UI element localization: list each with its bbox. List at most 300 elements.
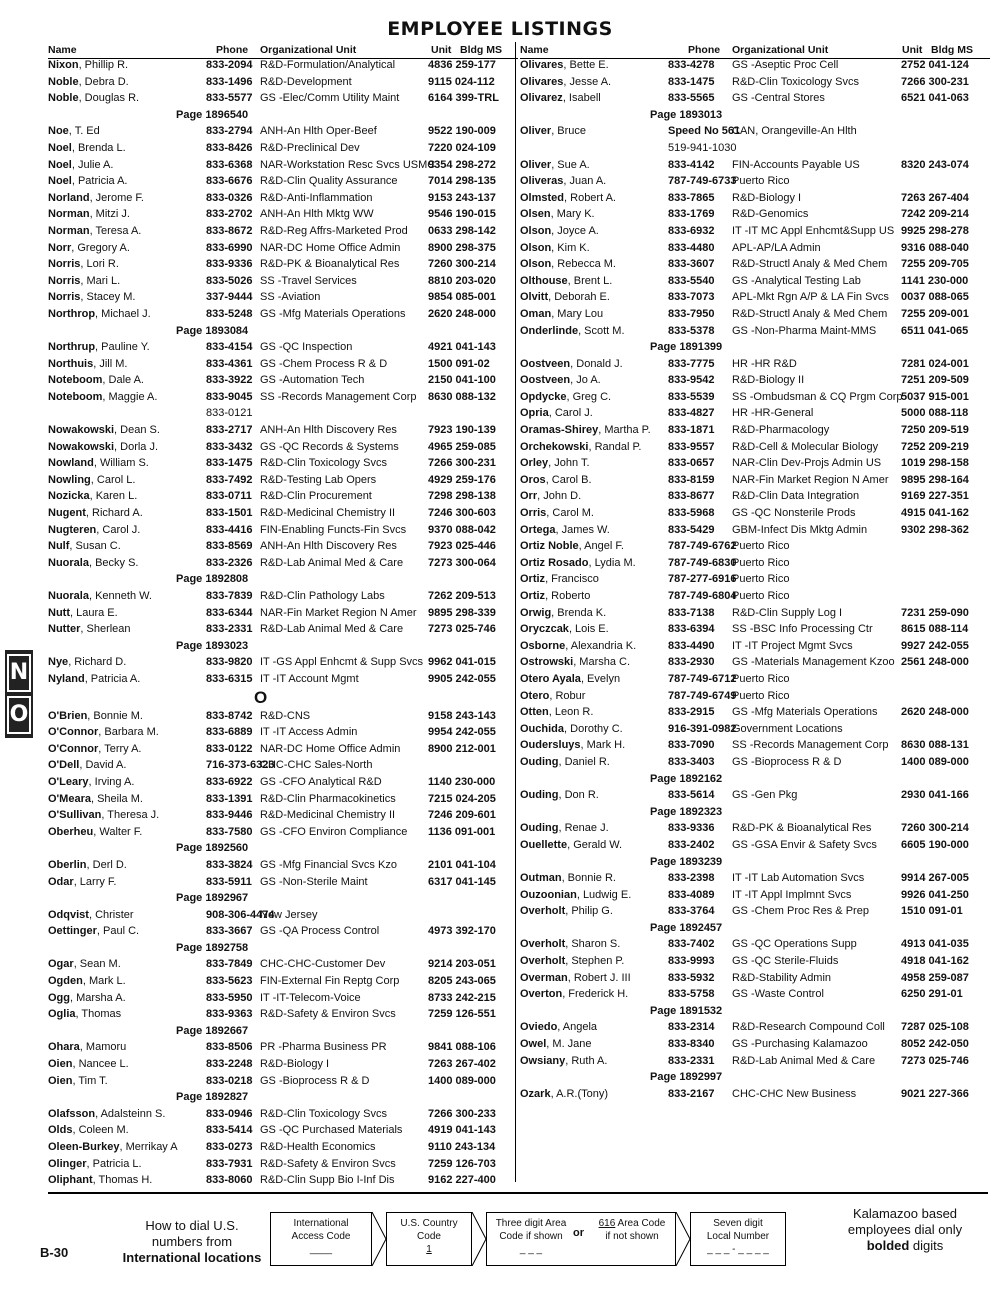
unit-bldg: 7263 267-404: [901, 191, 969, 204]
last-name: Ortiz Noble: [520, 540, 579, 553]
employee-row: [48, 743, 518, 760]
org-unit: GS -QC Inspection: [260, 341, 353, 354]
org-unit: FIN-Accounts Payable US: [732, 158, 860, 171]
phone-number: 833-5623: [206, 975, 253, 988]
phone-number: 833-0218: [206, 1074, 253, 1087]
last-name: Overman: [520, 971, 568, 984]
employee-name: [520, 557, 636, 569]
employee-name: [520, 225, 599, 237]
last-name: Odar: [48, 875, 74, 888]
employee-name: [48, 1008, 121, 1020]
last-name: Oleen-Burkey: [48, 1141, 120, 1153]
employee-row: [520, 623, 990, 640]
last-name: Orwig: [520, 606, 552, 619]
employee-row: [48, 374, 518, 391]
unit-bldg: 6250 291-01: [901, 988, 963, 1001]
first-name: , Susan C.: [69, 540, 121, 553]
employee-name: [520, 872, 616, 884]
first-name: , Becky S.: [88, 556, 139, 569]
last-name: Nowakowski: [48, 424, 115, 437]
employee-row: [520, 507, 990, 524]
unit-bldg: 7262 209-513: [428, 590, 496, 602]
org-unit: GS -Materials Management Kzoo: [732, 656, 895, 669]
employee-row: [520, 607, 990, 624]
employee-row: [520, 938, 990, 955]
unit-bldg: 0037 088-065: [901, 291, 969, 304]
phone-number: 833-2702: [206, 208, 253, 221]
unit-bldg: 7252 209-219: [901, 440, 969, 453]
last-name: Nulf: [48, 540, 70, 553]
employee-row: [48, 557, 518, 574]
note-line: digits: [909, 1238, 944, 1253]
unit-bldg: 1400 089-000: [428, 1074, 496, 1087]
box-label: Access Code: [291, 1231, 351, 1242]
org-unit: GBM-Infect Dis Mktg Admin: [732, 523, 868, 536]
last-name: Nowakowski: [48, 440, 115, 453]
page-ref-row: [520, 922, 990, 939]
page-ref: Page 1891532: [650, 1004, 723, 1017]
page-ref-row: [48, 573, 518, 590]
last-name: Owsiany: [520, 1054, 566, 1067]
employee-row: [520, 192, 990, 209]
unit-bldg: 9214 203-051: [428, 958, 496, 971]
phone-number: 833-8569: [206, 540, 253, 553]
first-name: , Lois E.: [568, 623, 609, 636]
employee-name: [48, 1041, 126, 1053]
phone-number: 787-277-6916: [668, 573, 737, 586]
phone-number: 916-391-0982: [668, 722, 737, 735]
first-name: , Debra D.: [78, 75, 129, 88]
page-ref-row: [520, 856, 990, 873]
employee-row: [520, 739, 990, 756]
unit-bldg: 4918 041-162: [901, 955, 969, 968]
unit-bldg: 7014 298-135: [428, 175, 496, 188]
first-name: , Coleen M.: [72, 1124, 129, 1137]
phone-number: 833-1475: [668, 75, 715, 88]
first-name: , Marsha C.: [573, 656, 631, 669]
last-name: Nuorala: [48, 590, 89, 602]
first-name: , Jerome F.: [89, 191, 144, 204]
first-name: , Gregory A.: [71, 241, 130, 254]
org-unit: GS -Waste Control: [732, 988, 824, 1001]
phone-number: 833-5911: [206, 875, 252, 888]
org-unit: SS -BSC Info Processing Ctr: [732, 623, 873, 636]
unit-bldg: 9962 041-015: [428, 656, 496, 669]
org-unit: R&D-Medicinal Chemistry II: [260, 809, 396, 822]
employee-name: [48, 242, 130, 254]
box-label: International: [293, 1218, 349, 1229]
org-unit: FIN-External Fin Reptg Corp: [260, 975, 400, 988]
employee-row: [520, 839, 990, 856]
page-ref: Page 1892323: [650, 805, 723, 818]
unit-bldg: 9905 242-055: [428, 672, 496, 685]
employee-name: [48, 743, 141, 755]
phone-number: 833-2248: [206, 1058, 253, 1071]
country-code-box: [386, 1212, 472, 1266]
employee-row: [520, 590, 990, 607]
unit-bldg: 7255 209-001: [901, 307, 969, 320]
unit-bldg: 9115 024-112: [428, 75, 495, 88]
phone-number: 833-8742: [206, 709, 253, 722]
first-name: , Jesse A.: [563, 75, 612, 88]
last-name: Oliver: [520, 158, 552, 171]
first-name: , M. Jane: [546, 1038, 592, 1051]
employee-name: [520, 358, 623, 370]
first-name: , Scott M.: [578, 324, 625, 337]
employee-row: [48, 258, 518, 275]
employee-name: [520, 1038, 592, 1050]
employee-name: [520, 125, 586, 137]
page-ref-row: [520, 773, 990, 790]
phone-number: 833-6344: [206, 606, 253, 619]
phone-number: 833-4361: [206, 357, 253, 370]
section-tab[interactable]: [5, 650, 33, 738]
first-name: , Derl D.: [86, 858, 127, 871]
employee-name: [520, 656, 630, 668]
employee-name: [48, 1158, 142, 1170]
employee-name: [520, 573, 599, 585]
unit-bldg: 4913 041-035: [901, 938, 969, 951]
employee-row: [48, 76, 518, 93]
header-name: Name: [520, 44, 549, 56]
org-unit: IT -IT MC Appl Enhcmt&Supp US: [732, 224, 895, 237]
unit-bldg: 2561 248-000: [901, 656, 969, 669]
first-name: , Mary Lou: [551, 307, 604, 320]
first-name: , Jill M.: [93, 357, 128, 370]
howto-line: numbers from: [151, 1234, 233, 1249]
employee-name: [520, 490, 581, 502]
employee-row: [48, 975, 518, 992]
phone-number: 833-1475: [206, 457, 253, 470]
last-name: Oien: [48, 1058, 73, 1071]
org-unit: ANH-An Hlth Oper-Beef: [260, 125, 377, 138]
continuation-row: [48, 407, 518, 424]
phone-number: 833-5378: [668, 324, 715, 337]
employee-row: [48, 507, 518, 524]
unit-bldg: 6521 041-063: [901, 92, 969, 105]
org-unit: R&D-Clin Procurement: [260, 490, 372, 503]
last-name: Overholt: [520, 905, 566, 918]
phone-number: 833-2331: [206, 623, 253, 636]
first-name: , Irving A.: [88, 775, 135, 788]
employee-row: [48, 275, 518, 292]
last-name: Oettinger: [48, 925, 97, 938]
org-unit: GS -QC Purchased Materials: [260, 1124, 403, 1137]
first-name: , Brent L.: [567, 274, 613, 287]
org-unit: GS -Automation Tech: [260, 374, 365, 387]
last-name: Ogden: [48, 975, 83, 988]
employee-row: [48, 925, 518, 942]
unit-bldg: 6511 041-065: [901, 324, 969, 337]
unit-bldg: 1510 091-01: [901, 905, 963, 918]
employee-row: [48, 1158, 518, 1175]
employee-name: [520, 540, 624, 552]
page-ref: Page 1892457: [650, 921, 723, 934]
employee-name: [520, 242, 590, 254]
phone-number: 787-749-6804: [668, 590, 737, 602]
first-name: , Adalsteinn S.: [95, 1107, 166, 1120]
phone-number: 833-2314: [668, 1021, 715, 1034]
unit-bldg: 7215 024-205: [428, 792, 496, 805]
employee-name: [48, 424, 160, 436]
org-unit: GS -QC Operations Supp: [732, 938, 857, 951]
first-name: , Martha P.: [598, 424, 651, 437]
first-name: , Mark L.: [82, 975, 126, 988]
last-name: Ogar: [48, 958, 74, 971]
phone-number: 519-941-1030: [668, 141, 737, 154]
box-blank: _ _ _: [519, 1244, 543, 1255]
org-unit: Puerto Rico: [732, 689, 790, 702]
employee-row: [520, 275, 990, 292]
org-unit: GS -Analytical Testing Lab: [732, 274, 861, 287]
first-name: , Carol B.: [545, 473, 592, 486]
employee-row: [48, 474, 518, 491]
listing-rows-right: [520, 59, 990, 1104]
employee-name: [520, 391, 611, 403]
last-name: Noble: [48, 92, 79, 105]
employee-name: [520, 1055, 607, 1067]
last-name: Orchekowski: [520, 440, 589, 453]
first-name: , Phillip R.: [78, 59, 129, 71]
first-name: , Ruth A.: [565, 1054, 608, 1067]
employee-row: [520, 258, 990, 275]
last-name: Ortiz Rosado: [520, 556, 589, 569]
first-name: , Alexandria K.: [565, 639, 637, 652]
employee-row: [520, 457, 990, 474]
org-unit: R&D-Clin Toxicology Svcs: [260, 457, 387, 470]
last-name: Northrup: [48, 341, 96, 354]
org-unit: R&D-Clin Toxicology Svcs: [260, 1107, 387, 1120]
last-name: Olvitt: [520, 291, 549, 304]
employee-name: [48, 341, 150, 353]
employee-name: [48, 291, 135, 303]
unit-bldg: 1136 091-001: [428, 825, 496, 838]
first-name: , Jo A.: [570, 374, 601, 387]
employee-row: [48, 826, 518, 843]
first-name: , Dorothy C.: [564, 722, 623, 735]
employee-row: [48, 909, 518, 926]
first-name: , Patricia A.: [84, 672, 141, 685]
employee-name: [520, 623, 609, 635]
dialing-instructions: [112, 1218, 272, 1266]
phone-number: 833-2326: [206, 556, 253, 569]
employee-row: [48, 291, 518, 308]
phone-number: 833-9993: [668, 955, 715, 968]
org-unit: R&D-Clin Toxicology Svcs: [732, 75, 859, 88]
last-name: Olds: [48, 1124, 73, 1137]
first-name: , Brenda L.: [71, 141, 126, 154]
employee-name: [48, 859, 127, 871]
employee-name: [48, 275, 120, 287]
employee-name: [48, 441, 158, 453]
last-name: Nutter: [48, 623, 81, 636]
first-name: , Thomas: [75, 1008, 122, 1021]
employee-row: [48, 358, 518, 375]
unit-bldg: 9954 242-055: [428, 726, 496, 739]
page-ref: Page 1893013: [650, 108, 723, 121]
org-unit: FIN-Enabling Functs-Fin Svcs: [260, 523, 407, 536]
last-name: Oryczcak: [520, 623, 569, 636]
page-ref-row: [520, 1005, 990, 1022]
unit-bldg: 7259 126-703: [428, 1157, 496, 1170]
phone-number: 833-4142: [668, 158, 715, 171]
phone-number: 833-6932: [668, 224, 715, 237]
employee-name: [48, 258, 119, 270]
employee-row: [520, 125, 990, 142]
column-header: [520, 42, 990, 59]
employee-name: [48, 793, 143, 805]
unit-bldg: 7246 300-603: [428, 507, 496, 520]
org-unit: R&D-Development: [260, 75, 352, 88]
first-name: , Greg C.: [566, 390, 612, 403]
employee-row: [520, 407, 990, 424]
employee-name: [48, 876, 116, 888]
first-name: , Richard D.: [68, 656, 127, 669]
phone-number: 833-5540: [668, 274, 715, 287]
unit-bldg: 9927 242-055: [901, 639, 969, 652]
first-name: , Dale A.: [102, 374, 144, 387]
employee-name: [520, 706, 593, 718]
org-unit: GS -Non-Pharma Maint-MMS: [732, 324, 877, 337]
unit-bldg: 7259 126-551: [428, 1008, 496, 1021]
phone-number: 833-9820: [206, 656, 253, 669]
employee-name: [520, 673, 620, 685]
first-name: , James W.: [555, 523, 610, 536]
employee-name: [48, 809, 159, 821]
org-unit: HR -HR-General: [732, 407, 814, 420]
phone-number: 833-3922: [206, 374, 253, 387]
last-name: Noe: [48, 125, 69, 138]
employee-name: [520, 441, 642, 453]
employee-row: [520, 1038, 990, 1055]
box-label: Seven digit: [713, 1218, 763, 1229]
last-name: Norland: [48, 191, 90, 204]
phone-number: 833-2794: [206, 125, 253, 138]
howto-line: International locations: [122, 1250, 262, 1265]
org-unit: NAR-Fin Market Region N Amer: [732, 473, 889, 486]
phone-number: 833-5577: [206, 92, 253, 105]
unit-bldg: 9158 243-143: [428, 709, 496, 722]
employee-name: [48, 540, 121, 552]
last-name: Onderlinde: [520, 324, 579, 337]
employee-row: [520, 1055, 990, 1072]
org-unit: R&D-Safety & Environ Svcs: [260, 1157, 396, 1170]
org-unit: APL-AP/LA Admin: [732, 241, 821, 254]
first-name: , Mary K.: [550, 208, 595, 221]
employee-name: [48, 358, 127, 370]
page-ref-row: [48, 1025, 518, 1042]
employee-row: [520, 242, 990, 259]
employee-row: [520, 640, 990, 657]
org-unit: GS -QC Records & Systems: [260, 440, 399, 453]
arrow-icon: [372, 1212, 386, 1266]
first-name: , Frederick H.: [562, 988, 629, 1001]
org-unit: ANH-An Hlth Discovery Res: [260, 424, 397, 437]
unit-bldg: 7263 267-402: [428, 1058, 496, 1071]
org-unit: ANH-An Hlth Discovery Res: [260, 540, 397, 553]
employee-row: [520, 557, 990, 574]
phone-number: 833-0946: [206, 1107, 253, 1120]
last-name: Orley: [520, 457, 549, 470]
employee-row: [48, 490, 518, 507]
phone-number: 833-8426: [206, 141, 253, 154]
employee-row: [520, 208, 990, 225]
phone-number: 833-5968: [668, 507, 715, 520]
employee-row: [48, 793, 518, 810]
phone-number: 833-8506: [206, 1041, 253, 1054]
phone-number: 833-8159: [668, 473, 715, 486]
page-ref: Page 1893084: [176, 324, 249, 337]
employee-row: [520, 905, 990, 922]
last-name: Ortega: [520, 523, 556, 536]
employee-name: [48, 457, 149, 469]
phone-number: 833-7931: [206, 1157, 253, 1170]
last-name: Oberlin: [48, 858, 87, 871]
first-name: , Stephen P.: [565, 955, 625, 968]
unit-bldg: 7298 298-138: [428, 490, 496, 503]
employee-name: [520, 640, 636, 652]
org-unit: Puerto Rico: [732, 573, 790, 586]
phone-number: 833-7865: [668, 191, 715, 204]
page-ref-row: [520, 806, 990, 823]
page-ref-row: [48, 325, 518, 342]
employee-name: [48, 1108, 165, 1120]
employee-name: [520, 424, 651, 436]
first-name: , Angela: [557, 1021, 598, 1034]
employee-row: [520, 540, 990, 557]
last-name: Oostveen: [520, 374, 571, 387]
employee-name: [520, 407, 593, 419]
last-name: Nye: [48, 656, 69, 669]
listing-rows-left: [48, 59, 518, 1191]
employee-name: [520, 291, 610, 303]
last-name: Nyland: [48, 672, 85, 685]
employee-row: [520, 59, 990, 76]
first-name: , Patricia L.: [86, 1157, 142, 1170]
unit-bldg: 8630 088-132: [428, 390, 496, 403]
box-label: Area Code: [615, 1218, 666, 1229]
access-code-box: [270, 1212, 372, 1266]
page-ref: Page 1893023: [176, 639, 249, 652]
employee-name: [48, 142, 126, 154]
last-name: Oman: [520, 307, 552, 320]
last-name: Oien: [48, 1074, 73, 1087]
last-name: Oliphant: [48, 1174, 93, 1187]
first-name: , Gerald W.: [567, 838, 623, 851]
unit-bldg: 7266 300-231: [901, 75, 969, 88]
page-ref-row: [48, 109, 518, 126]
org-unit: CHC-CHC New Business: [732, 1087, 857, 1100]
phone-number: 833-7492: [206, 473, 253, 486]
employee-name: [48, 1058, 129, 1070]
org-unit: R&D-Medicinal Chemistry II: [260, 507, 396, 520]
employee-row: [48, 859, 518, 876]
org-unit: R&D-Biology I: [732, 191, 802, 204]
employee-name: [520, 159, 590, 171]
last-name: Overton: [520, 988, 563, 1001]
first-name: , Douglas R.: [78, 92, 140, 105]
org-unit: GS -Elec/Comm Utility Maint: [260, 92, 400, 105]
employee-row: [48, 125, 518, 142]
header-unit: Unit: [902, 44, 923, 56]
employee-row: [48, 759, 518, 776]
employee-name: [48, 776, 134, 788]
unit-bldg: 8900 298-375: [428, 241, 496, 254]
box-label: Code if shown: [499, 1231, 563, 1242]
employee-name: [520, 192, 616, 204]
unit-bldg: 4921 041-143: [428, 341, 496, 354]
first-name: , Tim T.: [72, 1074, 108, 1087]
